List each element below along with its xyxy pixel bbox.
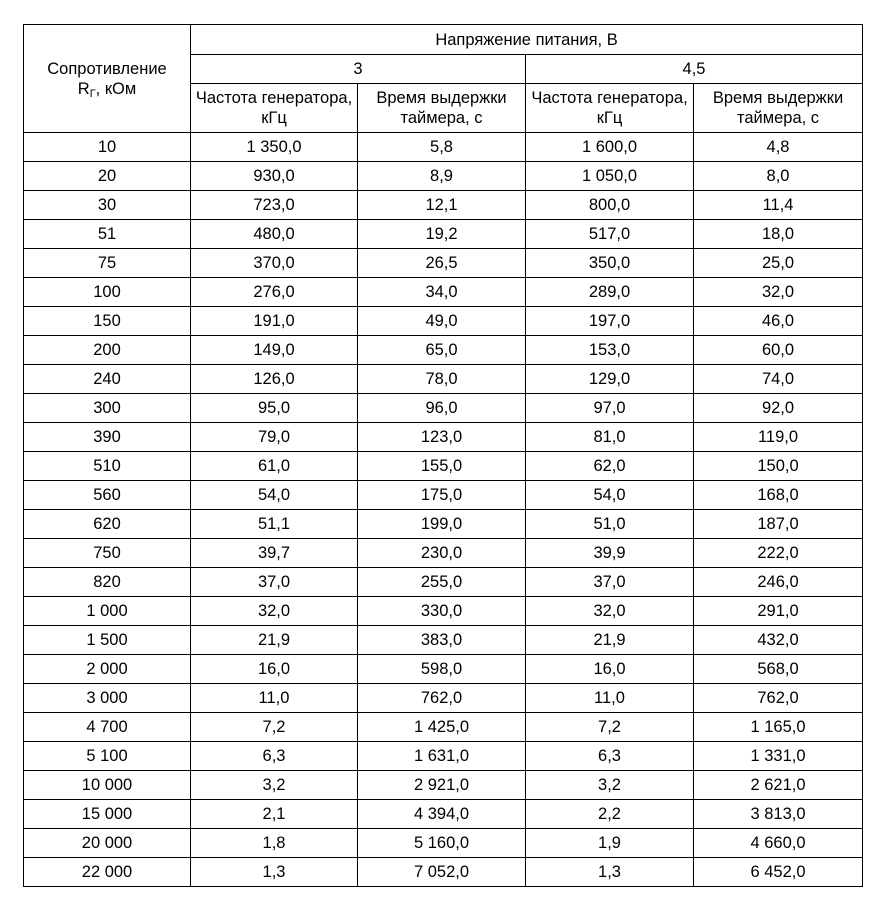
delay-4-5v-cell: 4 660,0 xyxy=(694,829,863,858)
table-row xyxy=(24,336,863,365)
delay-4-5v-cell: 187,0 xyxy=(694,510,863,539)
table-row xyxy=(24,539,863,568)
delay-3v-cell: 383,0 xyxy=(358,626,526,655)
table-row xyxy=(24,510,863,539)
frequency-4-5v-cell: 197,0 xyxy=(526,307,694,336)
table-header xyxy=(24,25,863,133)
frequency-3v-cell: 11,0 xyxy=(191,684,358,713)
resistance-cell: 820 xyxy=(24,568,191,597)
frequency-3v-cell: 930,0 xyxy=(191,162,358,191)
frequency-3v-cell: 51,1 xyxy=(191,510,358,539)
delay-4-5v-cell: 8,0 xyxy=(694,162,863,191)
delay-3v-cell: 1 425,0 xyxy=(358,713,526,742)
table-row xyxy=(24,800,863,829)
frequency-4-5v-cell: 51,0 xyxy=(526,510,694,539)
resistance-cell: 22 000 xyxy=(24,858,191,887)
delay-header-3v: Время выдержки таймера, с xyxy=(358,84,526,133)
supply-voltage-header: Напряжение питания, В xyxy=(191,25,863,55)
delay-4-5v-cell: 25,0 xyxy=(694,249,863,278)
frequency-4-5v-cell: 350,0 xyxy=(526,249,694,278)
frequency-header-4-5v: Частота генератора, кГц xyxy=(526,84,694,133)
delay-3v-cell: 78,0 xyxy=(358,365,526,394)
frequency-4-5v-cell: 62,0 xyxy=(526,452,694,481)
frequency-4-5v-cell: 54,0 xyxy=(526,481,694,510)
resistance-cell: 560 xyxy=(24,481,191,510)
frequency-3v-cell: 95,0 xyxy=(191,394,358,423)
resistance-cell: 150 xyxy=(24,307,191,336)
frequency-4-5v-cell: 81,0 xyxy=(526,423,694,452)
table-row xyxy=(24,655,863,684)
delay-header-4-5v: Время выдержки таймера, с xyxy=(694,84,863,133)
resistance-header xyxy=(24,25,191,133)
frequency-header-3v: Частота генератора, кГц xyxy=(191,84,358,133)
table-row xyxy=(24,742,863,771)
resistance-symbol: R xyxy=(77,79,90,98)
resistance-cell: 510 xyxy=(24,452,191,481)
delay-4-5v-cell: 119,0 xyxy=(694,423,863,452)
table-row xyxy=(24,249,863,278)
delay-4-5v-cell: 46,0 xyxy=(694,307,863,336)
frequency-4-5v-cell: 39,9 xyxy=(526,539,694,568)
frequency-4-5v-cell: 129,0 xyxy=(526,365,694,394)
resistance-cell: 620 xyxy=(24,510,191,539)
delay-3v-cell: 199,0 xyxy=(358,510,526,539)
delay-3v-cell: 8,9 xyxy=(358,162,526,191)
resistance-cell: 10 000 xyxy=(24,771,191,800)
frequency-3v-cell: 480,0 xyxy=(191,220,358,249)
frequency-4-5v-cell: 16,0 xyxy=(526,655,694,684)
frequency-4-5v-cell: 32,0 xyxy=(526,597,694,626)
frequency-4-5v-cell: 11,0 xyxy=(526,684,694,713)
delay-3v-cell: 123,0 xyxy=(358,423,526,452)
delay-3v-cell: 49,0 xyxy=(358,307,526,336)
frequency-3v-cell: 1 350,0 xyxy=(191,133,358,162)
frequency-4-5v-cell: 1 600,0 xyxy=(526,133,694,162)
delay-4-5v-cell: 246,0 xyxy=(694,568,863,597)
delay-4-5v-cell: 432,0 xyxy=(694,626,863,655)
delay-3v-cell: 26,5 xyxy=(358,249,526,278)
delay-4-5v-cell: 1 331,0 xyxy=(694,742,863,771)
delay-4-5v-cell: 1 165,0 xyxy=(694,713,863,742)
frequency-4-5v-cell: 21,9 xyxy=(526,626,694,655)
table-row xyxy=(24,481,863,510)
resistance-cell: 390 xyxy=(24,423,191,452)
resistance-cell: 2 000 xyxy=(24,655,191,684)
delay-4-5v-cell: 4,8 xyxy=(694,133,863,162)
delay-3v-cell: 5,8 xyxy=(358,133,526,162)
resistance-cell: 3 000 xyxy=(24,684,191,713)
frequency-3v-cell: 32,0 xyxy=(191,597,358,626)
resistance-subscript: Г xyxy=(89,87,96,100)
delay-3v-cell: 255,0 xyxy=(358,568,526,597)
frequency-3v-cell: 370,0 xyxy=(191,249,358,278)
frequency-4-5v-cell: 289,0 xyxy=(526,278,694,307)
frequency-4-5v-cell: 37,0 xyxy=(526,568,694,597)
delay-3v-cell: 1 631,0 xyxy=(358,742,526,771)
frequency-3v-cell: 191,0 xyxy=(191,307,358,336)
resistance-cell: 300 xyxy=(24,394,191,423)
table-row xyxy=(24,626,863,655)
frequency-3v-cell: 1,3 xyxy=(191,858,358,887)
resistance-cell: 1 500 xyxy=(24,626,191,655)
delay-3v-cell: 330,0 xyxy=(358,597,526,626)
frequency-4-5v-cell: 1,3 xyxy=(526,858,694,887)
frequency-4-5v-cell: 7,2 xyxy=(526,713,694,742)
resistance-cell: 750 xyxy=(24,539,191,568)
delay-3v-cell: 4 394,0 xyxy=(358,800,526,829)
delay-4-5v-cell: 222,0 xyxy=(694,539,863,568)
table-row xyxy=(24,452,863,481)
header-row-1 xyxy=(24,25,863,55)
resistance-frequency-table xyxy=(23,24,863,887)
table-row xyxy=(24,858,863,887)
delay-4-5v-cell: 2 621,0 xyxy=(694,771,863,800)
delay-3v-cell: 34,0 xyxy=(358,278,526,307)
frequency-3v-cell: 39,7 xyxy=(191,539,358,568)
table-row xyxy=(24,394,863,423)
frequency-3v-cell: 16,0 xyxy=(191,655,358,684)
delay-4-5v-cell: 150,0 xyxy=(694,452,863,481)
delay-3v-cell: 19,2 xyxy=(358,220,526,249)
table-row xyxy=(24,365,863,394)
frequency-3v-cell: 1,8 xyxy=(191,829,358,858)
resistance-cell: 100 xyxy=(24,278,191,307)
table-row xyxy=(24,220,863,249)
frequency-4-5v-cell: 3,2 xyxy=(526,771,694,800)
frequency-3v-cell: 7,2 xyxy=(191,713,358,742)
frequency-4-5v-cell: 517,0 xyxy=(526,220,694,249)
table-row xyxy=(24,568,863,597)
delay-3v-cell: 5 160,0 xyxy=(358,829,526,858)
voltage-3-header: 3 xyxy=(191,55,526,84)
frequency-3v-cell: 149,0 xyxy=(191,336,358,365)
resistance-cell: 75 xyxy=(24,249,191,278)
resistance-cell: 240 xyxy=(24,365,191,394)
frequency-4-5v-cell: 2,2 xyxy=(526,800,694,829)
delay-3v-cell: 175,0 xyxy=(358,481,526,510)
resistance-cell: 20 xyxy=(24,162,191,191)
resistance-cell: 4 700 xyxy=(24,713,191,742)
resistance-cell: 30 xyxy=(24,191,191,220)
frequency-4-5v-cell: 1,9 xyxy=(526,829,694,858)
delay-3v-cell: 2 921,0 xyxy=(358,771,526,800)
resistance-cell: 1 000 xyxy=(24,597,191,626)
delay-4-5v-cell: 762,0 xyxy=(694,684,863,713)
table-row xyxy=(24,162,863,191)
resistance-cell: 51 xyxy=(24,220,191,249)
frequency-3v-cell: 126,0 xyxy=(191,365,358,394)
delay-4-5v-cell: 92,0 xyxy=(694,394,863,423)
table-row xyxy=(24,713,863,742)
table-row xyxy=(24,278,863,307)
frequency-3v-cell: 6,3 xyxy=(191,742,358,771)
resistance-cell: 10 xyxy=(24,133,191,162)
delay-3v-cell: 155,0 xyxy=(358,452,526,481)
frequency-4-5v-cell: 800,0 xyxy=(526,191,694,220)
frequency-3v-cell: 276,0 xyxy=(191,278,358,307)
frequency-3v-cell: 79,0 xyxy=(191,423,358,452)
frequency-3v-cell: 21,9 xyxy=(191,626,358,655)
delay-4-5v-cell: 568,0 xyxy=(694,655,863,684)
table-row xyxy=(24,771,863,800)
resistance-cell: 15 000 xyxy=(24,800,191,829)
table-row xyxy=(24,307,863,336)
table-row xyxy=(24,191,863,220)
resistance-cell: 20 000 xyxy=(24,829,191,858)
delay-4-5v-cell: 291,0 xyxy=(694,597,863,626)
delay-4-5v-cell: 60,0 xyxy=(694,336,863,365)
delay-4-5v-cell: 18,0 xyxy=(694,220,863,249)
delay-4-5v-cell: 74,0 xyxy=(694,365,863,394)
resistance-header-label: Сопротивление xyxy=(47,59,167,78)
frequency-4-5v-cell: 6,3 xyxy=(526,742,694,771)
frequency-3v-cell: 2,1 xyxy=(191,800,358,829)
delay-4-5v-cell: 32,0 xyxy=(694,278,863,307)
table-row xyxy=(24,684,863,713)
frequency-4-5v-cell: 153,0 xyxy=(526,336,694,365)
delay-4-5v-cell: 168,0 xyxy=(694,481,863,510)
delay-4-5v-cell: 3 813,0 xyxy=(694,800,863,829)
frequency-4-5v-cell: 97,0 xyxy=(526,394,694,423)
resistance-cell: 5 100 xyxy=(24,742,191,771)
table-row xyxy=(24,597,863,626)
delay-3v-cell: 7 052,0 xyxy=(358,858,526,887)
delay-3v-cell: 598,0 xyxy=(358,655,526,684)
frequency-3v-cell: 3,2 xyxy=(191,771,358,800)
delay-4-5v-cell: 6 452,0 xyxy=(694,858,863,887)
resistance-cell: 200 xyxy=(24,336,191,365)
table-row xyxy=(24,423,863,452)
frequency-3v-cell: 61,0 xyxy=(191,452,358,481)
frequency-3v-cell: 723,0 xyxy=(191,191,358,220)
table-row xyxy=(24,133,863,162)
frequency-4-5v-cell: 1 050,0 xyxy=(526,162,694,191)
delay-3v-cell: 762,0 xyxy=(358,684,526,713)
delay-3v-cell: 230,0 xyxy=(358,539,526,568)
delay-3v-cell: 65,0 xyxy=(358,336,526,365)
delay-3v-cell: 12,1 xyxy=(358,191,526,220)
frequency-3v-cell: 37,0 xyxy=(191,568,358,597)
delay-4-5v-cell: 11,4 xyxy=(694,191,863,220)
resistance-unit: , кОм xyxy=(95,79,137,98)
delay-3v-cell: 96,0 xyxy=(358,394,526,423)
table-body xyxy=(24,133,863,887)
table-row xyxy=(24,829,863,858)
frequency-3v-cell: 54,0 xyxy=(191,481,358,510)
voltage-4-5-header: 4,5 xyxy=(526,55,863,84)
